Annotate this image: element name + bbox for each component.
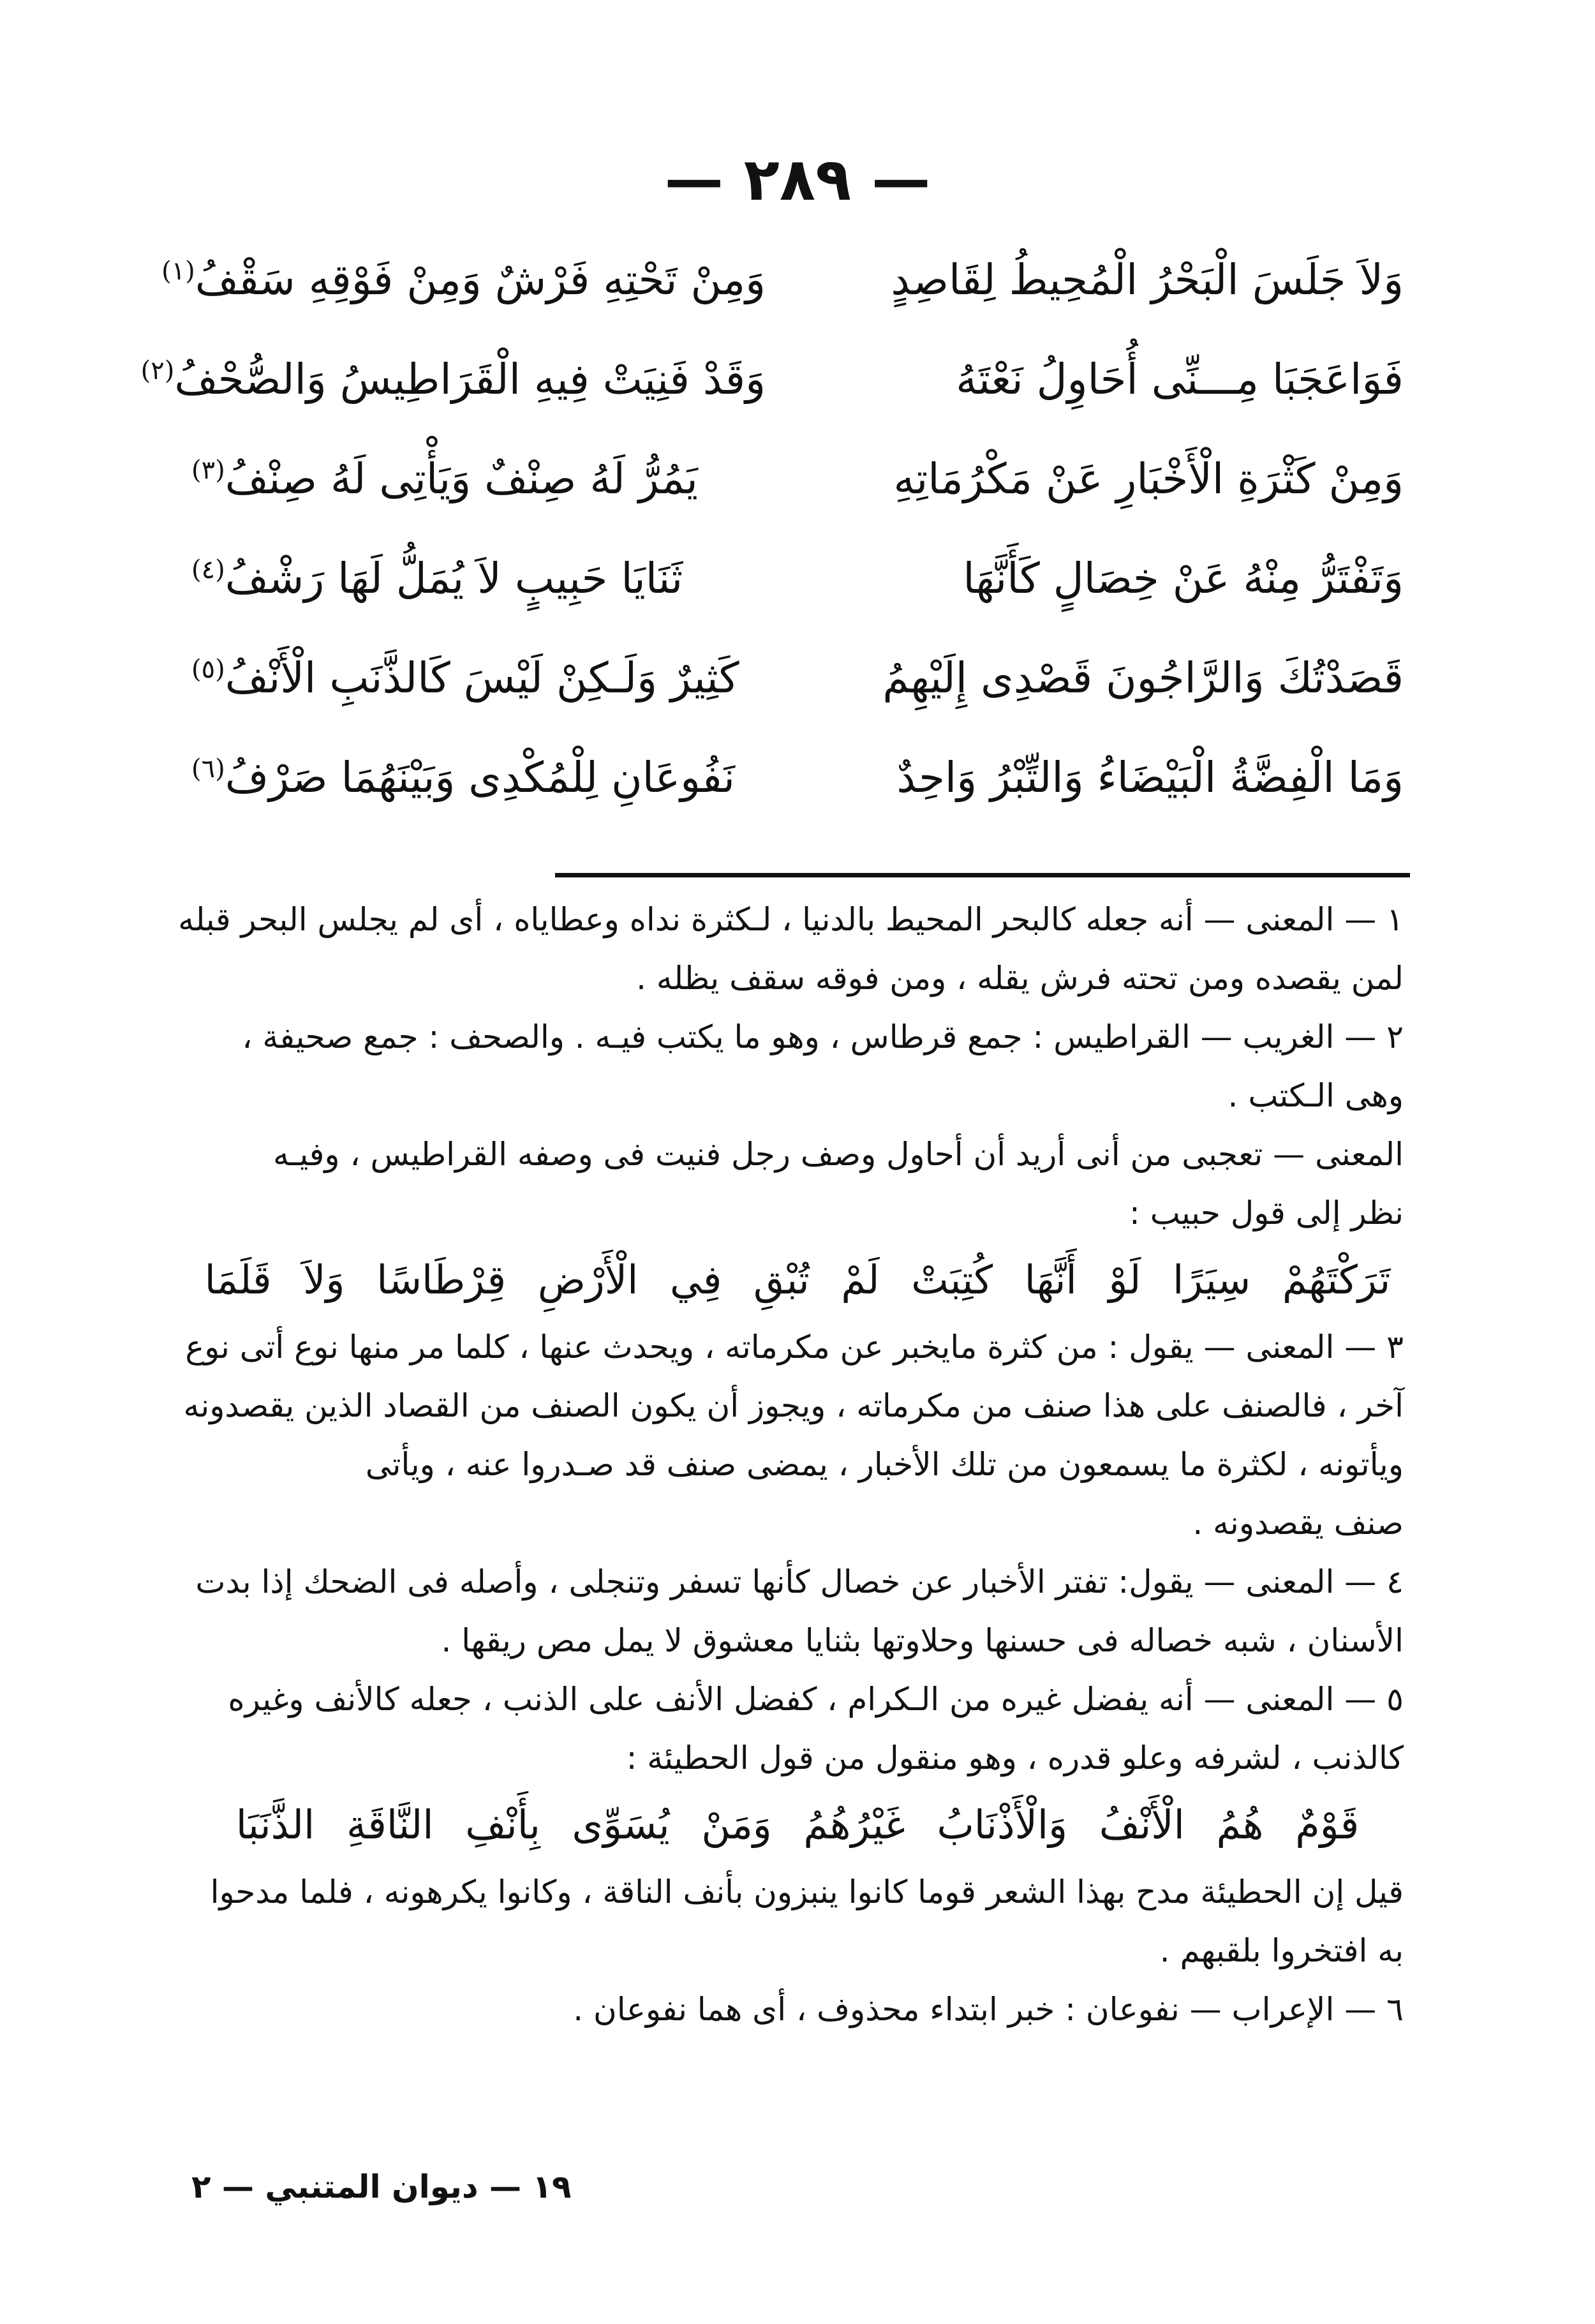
- footnotes: [178, 890, 1404, 2039]
- verse-second-hemistich: [191, 753, 766, 802]
- verse-second-text: يَمُرُّ لَهُ صِنْفٌ وَيَأْتِى لَهُ صِنْفُ: [225, 454, 698, 503]
- verse-row: [191, 628, 1404, 727]
- footnote-5-line: قيل إن الحطيئة مدح بهذا الشعر قوما كانوا ينبزون بأنف الناقة ، وكانوا يكرهونه ، فلما مدحوا: [210, 1873, 1404, 1911]
- footnote-4-line: الأسنان ، شبه خصاله فى حسنها وحلاوتها بثنايا معشوق لا يمل مص ريقها .: [441, 1622, 1404, 1659]
- verse-row: [140, 329, 1404, 429]
- verse-first-hemistich: وَمِنْ كَثْرَةِ الْأَخْبَارِ عَنْ مَكْرُمَاتِهِ: [893, 454, 1404, 503]
- footnote-3-line: ويأتونه ، لكثرة ما يسمعون من تلك الأخبار ، يمضى صنف قد صـدروا عنه ، ويأتى: [365, 1446, 1404, 1483]
- verse-second-text: وَمِنْ تَحْتِهِ فَرْشٌ وَمِنْ فَوْقِهِ سَقْفُ: [195, 255, 766, 304]
- footnote-3-line: ٣ — المعنى — يقول : من كثرة مايخبر عن مكرماته ، ويحدث عنها ، كلما مر منها نوع أتى نوع: [185, 1329, 1404, 1366]
- verse-second-hemistich: [191, 653, 766, 703]
- footnote-2-line: المعنى — تعجبى من أنى أريد أن أحاول وصف رجل فنيت فى وصفه القراطيس ، وفيـه: [272, 1136, 1404, 1173]
- footnote-ref: (٤): [191, 555, 225, 585]
- footnote-5-line: ٥ — المعنى — أنه يفضل غيره من الـكرام ، كفضل الأنف على الذنب ، جعله كالأنف وغيره: [228, 1681, 1404, 1718]
- verse-first-hemistich: وَتَفْتَرُّ مِنْهُ عَنْ خِصَالٍ كَأَنَّهَا: [963, 553, 1404, 603]
- quoted-verse: تَرَكْتَهُمْ سِيَرًا لَوْ أَنَّهَا كُتِبَتْ لَمْ تُبْقِ فِي الْأَرْضِ قِرْطَاسًا وَلاَ قَلَمَا: [204, 1256, 1391, 1303]
- footnote-2-line: وهى الـكتب .: [1228, 1077, 1404, 1114]
- footnote-ref: (٣): [191, 455, 225, 485]
- page-number: — ٢٨٩ —: [664, 145, 931, 214]
- footnote-5-line: كالذنب ، لشرفه وعلو قدره ، وهو منقول من قول الحطيئة :: [626, 1739, 1404, 1777]
- verse-first-hemistich: وَلاَ جَلَسَ الْبَحْرُ الْمُحِيطُ لِقَاصِدٍ: [891, 255, 1404, 304]
- footnote-1-line: ١ — المعنى — أنه جعله كالبحر المحيط بالدنيا ، لـكثرة نداه وعطاياه ، أى لم يجلس البحر قبله: [178, 901, 1404, 938]
- verse-second-text: ثَنَايَا حَبِيبٍ لاَ يُمَلُّ لَهَا رَشْفُ: [225, 553, 683, 603]
- verse-second-text: كَثِيرٌ وَلَـكِنْ لَيْسَ كَالذَّنَبِ الْأَنْفُ: [225, 653, 739, 703]
- verse-second-text: وَقَدْ فَنِيَتْ فِيهِ الْقَرَاطِيسُ وَالصُّحْفُ: [174, 354, 766, 404]
- footnote-4-line: ٤ — المعنى — يقول: تفتر الأخبار عن خصال كأنها تسفر وتنجلى ، وأصله فى الضحك إذا بدت: [195, 1563, 1404, 1600]
- verse-row: [191, 727, 1404, 827]
- footnote-ref: (٢): [140, 355, 175, 385]
- verse-row: [161, 230, 1404, 329]
- footnote-2-line: ٢ — الغريب — القراطيس : جمع قرطاس ، وهو ما يكتب فيـه . والصحف : جمع صحيفة ،: [242, 1018, 1404, 1055]
- footnote-5-line: به افتخروا بلقبهم .: [1159, 1932, 1404, 1969]
- verse-second-hemistich: [161, 255, 766, 304]
- verse-first-hemistich: وَمَا الْفِضَّةُ الْبَيْضَاءُ وَالتِّبْرُ وَاحِدٌ: [896, 752, 1404, 802]
- verse-first-hemistich: قَصَدْتُكَ وَالرَّاجُونَ قَصْدِى إِلَيْهِمُ: [882, 653, 1404, 703]
- footnote-1-line: لمن يقصده ومن تحته فرش يقله ، ومن فوقه سقف يظله .: [636, 960, 1404, 997]
- quoted-verse: قَوْمٌ هُمُ الْأَنْفُ وَالْأَذْنَابُ غَيْرُهُمُ وَمَنْ يُسَوِّى بِأَنْفِ النَّاقَةِ الذَّنَبَا: [235, 1801, 1360, 1848]
- footnote-divider: [555, 873, 1410, 877]
- verse-first-hemistich: فَوَاعَجَبَا مِـــنِّى أُحَاوِلُ نَعْتَهُ: [956, 354, 1404, 404]
- verse-row: [191, 429, 1404, 528]
- verse-row: [191, 528, 1404, 628]
- poem-verses: [140, 230, 1404, 827]
- footnote-6-line: ٦ — الإعراب — نفوعان : خبر ابتداء محذوف ، أى هما نفوعان .: [573, 1991, 1404, 2028]
- verse-second-hemistich: [140, 354, 766, 404]
- verse-second-hemistich: [191, 554, 766, 603]
- footnote-ref: (١): [161, 256, 195, 286]
- verse-second-hemistich: [191, 454, 766, 503]
- footnote-3-line: صنف يقصدونه .: [1192, 1505, 1404, 1542]
- footnote-3-line: آخر ، فالصنف على هذا صنف من مكرماته ، ويجوز أن يكون الصنف من القصاد الذين يقصدونه: [183, 1387, 1404, 1424]
- footnote-ref: (٦): [191, 754, 225, 784]
- verse-second-text: نَفُوعَانِ لِلْمُكْدِى وَبَيْنَهُمَا صَرْفُ: [225, 752, 735, 802]
- footnote-ref: (٥): [191, 654, 225, 684]
- signature-footer: ١٩ — ديوان المتنبي — ٢: [191, 2168, 572, 2205]
- footnote-2-line: نظر إلى قول حبيب :: [1129, 1195, 1404, 1232]
